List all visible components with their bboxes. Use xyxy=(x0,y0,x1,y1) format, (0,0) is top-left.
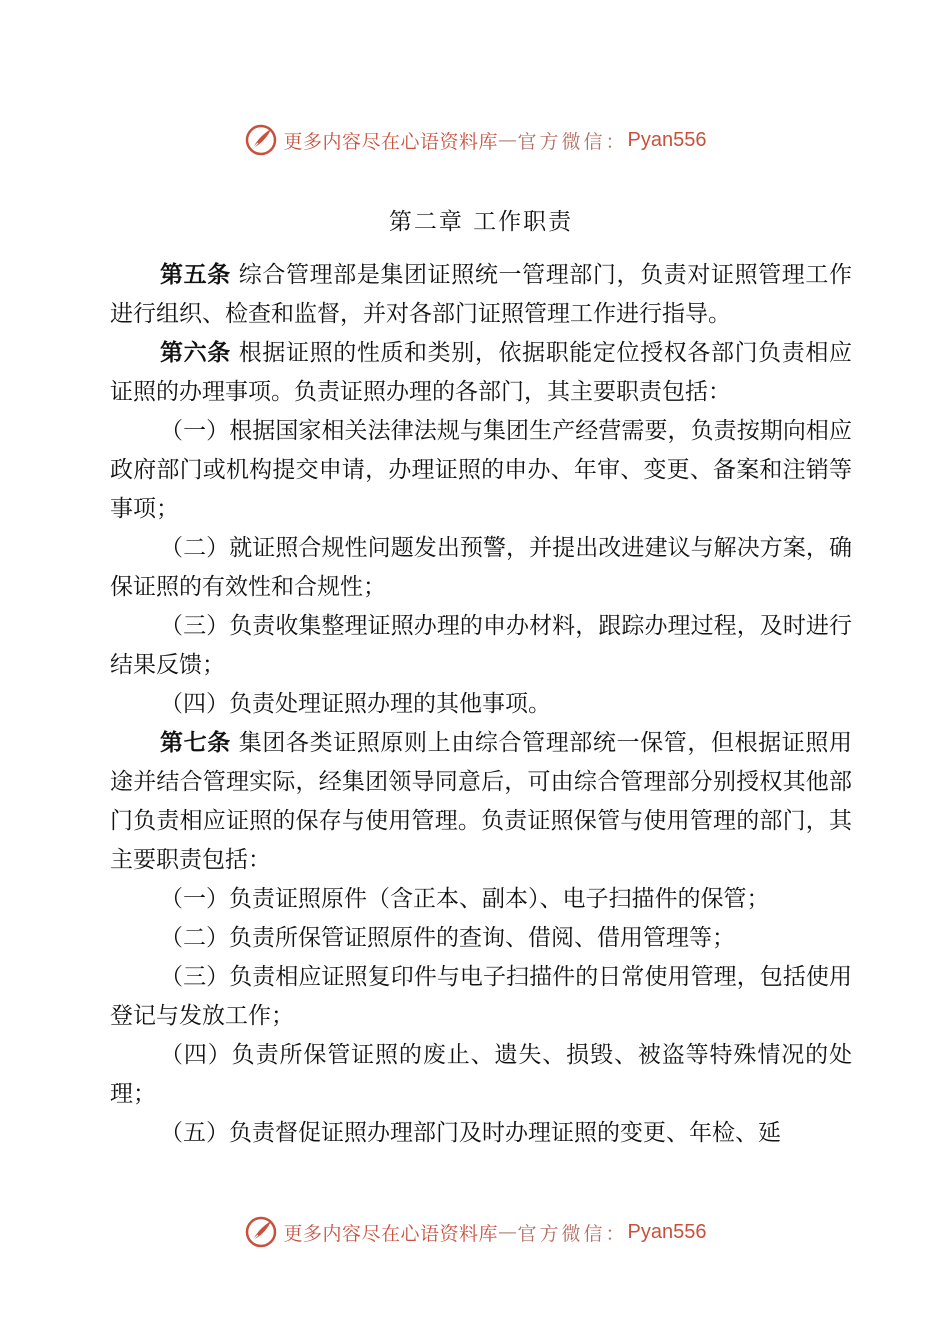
article-7-item-3: （三）负责相应证照复印件与电子扫描件的日常使用管理，包括使用登记与发放工作； xyxy=(110,964,852,1029)
article-7 xyxy=(110,724,852,880)
watermark-wechat-id: Pyan556 xyxy=(627,128,707,151)
quill-pen-logo-icon xyxy=(244,123,278,157)
article-6-item-2: （二）就证照合规性问题发出预警，并提出改进建议与解决方案，确保证照的有效性和合规性； xyxy=(110,535,852,600)
article-7-item-4: （四）负责所保管证照的废止、遗失、损毁、被盗等特殊情况的处理； xyxy=(110,1042,852,1107)
article-6-label: 第六条 xyxy=(160,340,231,366)
chapter-title: 第二章 工作职责 xyxy=(388,209,574,235)
watermark-separator: — xyxy=(498,129,518,151)
article-6-text: 根据证照的性质和类别，依据职能定位授权各部门负责相应证照的办理事项。负责证照办理的各部门，其主要职责包括： xyxy=(110,340,853,405)
watermark-brand-text: 更多内容尽在心语资料库 xyxy=(283,1222,499,1245)
article-7-item-1: （一）负责证照原件（含正本、副本）、电子扫描件的保管； xyxy=(160,886,770,912)
article-5 xyxy=(110,256,852,334)
article-6-item-4: （四）负责处理证照办理的其他事项。 xyxy=(160,691,551,717)
article-7-text: 集团各类证照原则上由综合管理部统一保管，但根据证照用途并结合管理实际，经集团领导同意后，可由综合管理部分别授权其他部门负责相应证照的保存与使用管理。负责证照保管与使用管理的部门，其主要职责包括： xyxy=(110,730,853,873)
article-7-item-5: （五）负责督促证照办理部门及时办理证照的变更、年检、延 xyxy=(160,1120,781,1146)
article-7-item-2: （二）负责所保管证照原件的查询、借阅、借用管理等； xyxy=(160,925,735,951)
quill-pen-logo-icon xyxy=(244,1215,278,1249)
article-6 xyxy=(110,334,852,412)
footer-watermark xyxy=(0,1212,950,1252)
header-watermark xyxy=(0,120,950,160)
watermark-wechat-label: 官方微信： xyxy=(517,1222,628,1245)
article-5-label: 第五条 xyxy=(160,262,231,288)
article-5-text: 综合管理部是集团证照统一管理部门，负责对证照管理工作进行组织、检查和监督，并对各部门证照管理工作进行指导。 xyxy=(110,262,853,327)
watermark-wechat-id: Pyan556 xyxy=(627,1220,707,1243)
article-6-item-1: （一）根据国家相关法律法规与集团生产经营需要，负责按期向相应政府部门或机构提交申请，办理证照的申办、年审、变更、备案和注销等事项； xyxy=(110,418,852,522)
watermark-separator: — xyxy=(498,1221,518,1243)
document-body xyxy=(110,200,852,1153)
watermark-brand-text: 更多内容尽在心语资料库 xyxy=(283,130,499,153)
article-7-label: 第七条 xyxy=(160,730,231,756)
article-6-item-3: （三）负责收集整理证照办理的申办材料，跟踪办理过程，及时进行结果反馈； xyxy=(110,613,852,678)
watermark-wechat-label: 官方微信： xyxy=(517,130,628,153)
